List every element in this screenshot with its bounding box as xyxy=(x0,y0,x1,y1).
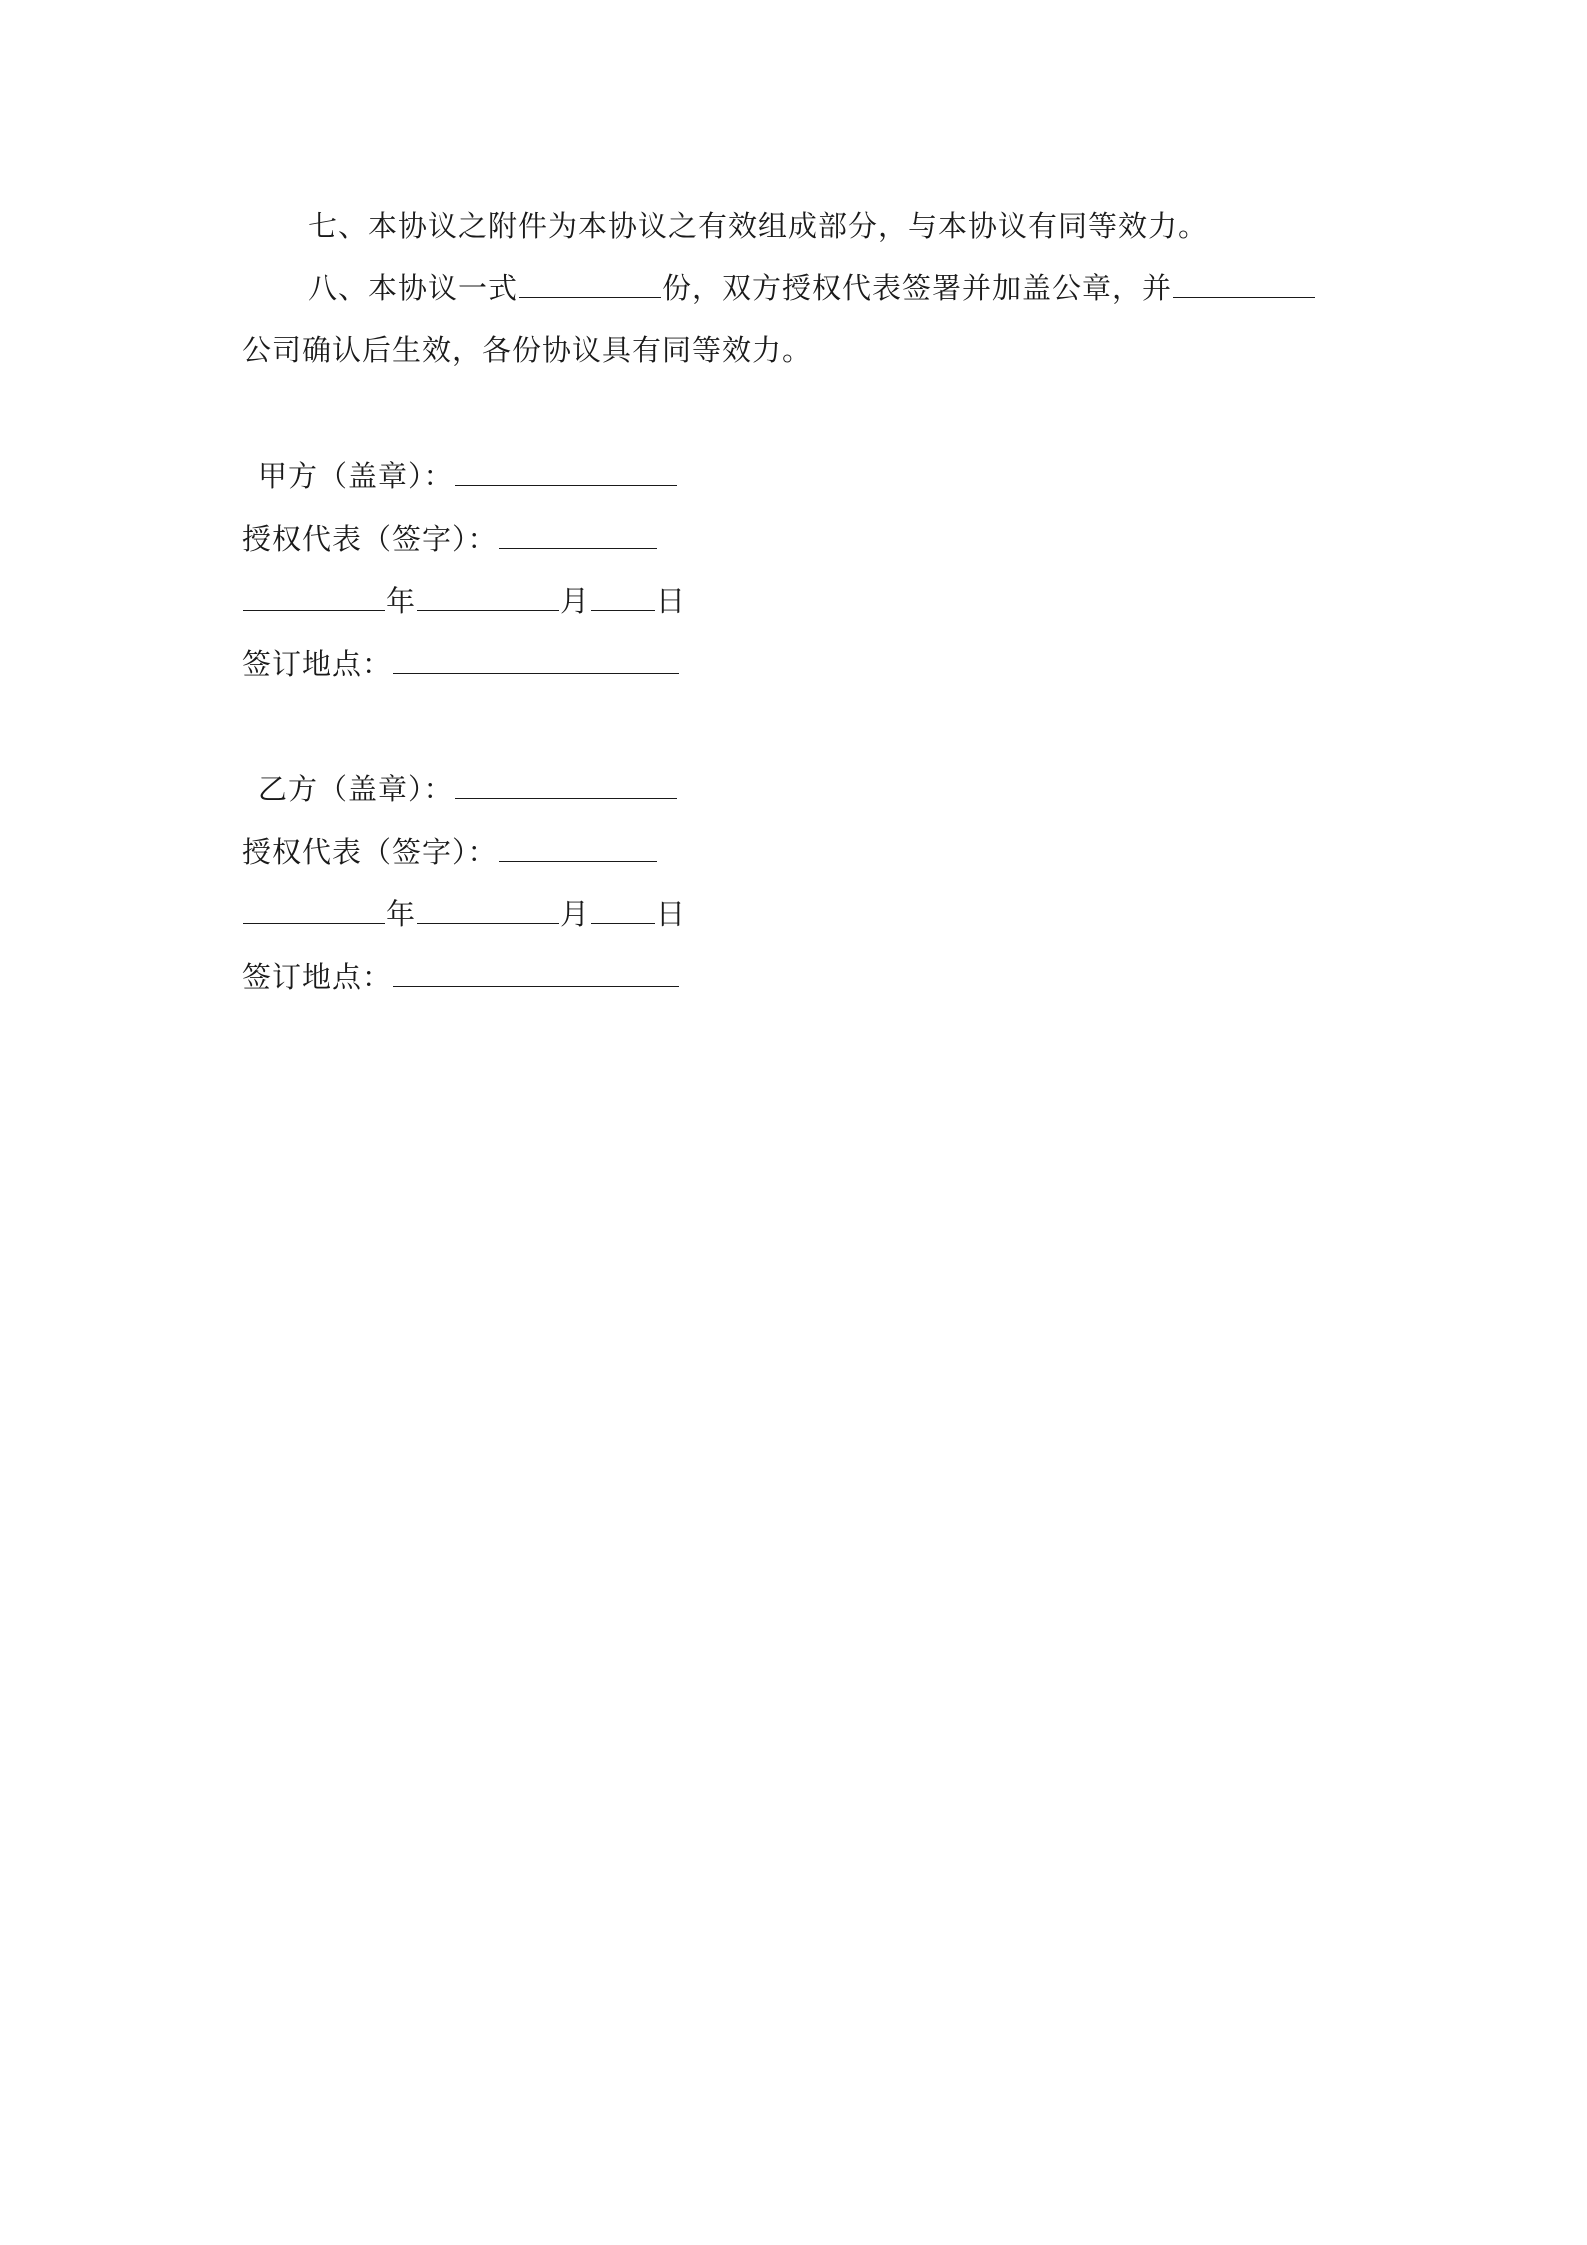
party-a-place-label: 签订地点： xyxy=(242,647,393,681)
party-b-month-label: 月 xyxy=(560,897,591,931)
party-b-seal-label: 乙方（盖章）： xyxy=(258,772,454,806)
company-blank[interactable] xyxy=(1173,271,1315,298)
party-b-year-label: 年 xyxy=(386,897,417,931)
party-a-seal-row xyxy=(258,458,678,494)
clause-eight-part2: 份，双方授权代表签署并加盖公章，并 xyxy=(662,271,1173,305)
party-b-seal-blank[interactable] xyxy=(455,772,677,799)
party-a-year-blank[interactable] xyxy=(243,584,385,611)
party-a-seal-blank[interactable] xyxy=(455,459,677,486)
party-a-rep-row xyxy=(242,521,658,557)
party-b-seal-row xyxy=(258,771,678,807)
clause-eight-line-2 xyxy=(242,332,812,368)
party-a-date-row xyxy=(242,583,686,619)
clause-seven xyxy=(308,208,1208,244)
party-a-day-blank[interactable] xyxy=(591,584,655,611)
party-b-rep-row xyxy=(242,834,658,870)
party-b-date-row xyxy=(242,896,686,932)
party-a-month-blank[interactable] xyxy=(417,584,559,611)
party-a-rep-blank[interactable] xyxy=(499,522,657,549)
clause-eight-part3: 公司确认后生效，各份协议具有同等效力。 xyxy=(242,333,813,367)
party-b-place-blank[interactable] xyxy=(393,960,679,987)
party-a-place-blank[interactable] xyxy=(393,647,679,674)
party-a-seal-label: 甲方（盖章）： xyxy=(258,459,454,493)
copies-blank[interactable] xyxy=(519,271,661,298)
party-b-year-blank[interactable] xyxy=(243,897,385,924)
party-a-month-label: 月 xyxy=(560,584,591,618)
party-b-rep-label: 授权代表（签字）： xyxy=(242,835,498,869)
party-b-place-row xyxy=(242,959,680,995)
party-b-rep-blank[interactable] xyxy=(499,835,657,862)
party-a-rep-label: 授权代表（签字）： xyxy=(242,522,498,556)
party-a-day-label: 日 xyxy=(656,584,687,618)
party-b-month-blank[interactable] xyxy=(417,897,559,924)
clause-eight-part1: 八、本协议一式 xyxy=(308,271,519,305)
clause-eight-line-1 xyxy=(308,270,1316,306)
party-b-place-label: 签订地点： xyxy=(242,960,393,994)
party-b-day-blank[interactable] xyxy=(591,897,655,924)
party-a-year-label: 年 xyxy=(386,584,417,618)
party-b-day-label: 日 xyxy=(656,897,687,931)
party-a-place-row xyxy=(242,646,680,682)
clause-seven-text: 七、本协议之附件为本协议之有效组成部分，与本协议有同等效力。 xyxy=(308,209,1209,243)
